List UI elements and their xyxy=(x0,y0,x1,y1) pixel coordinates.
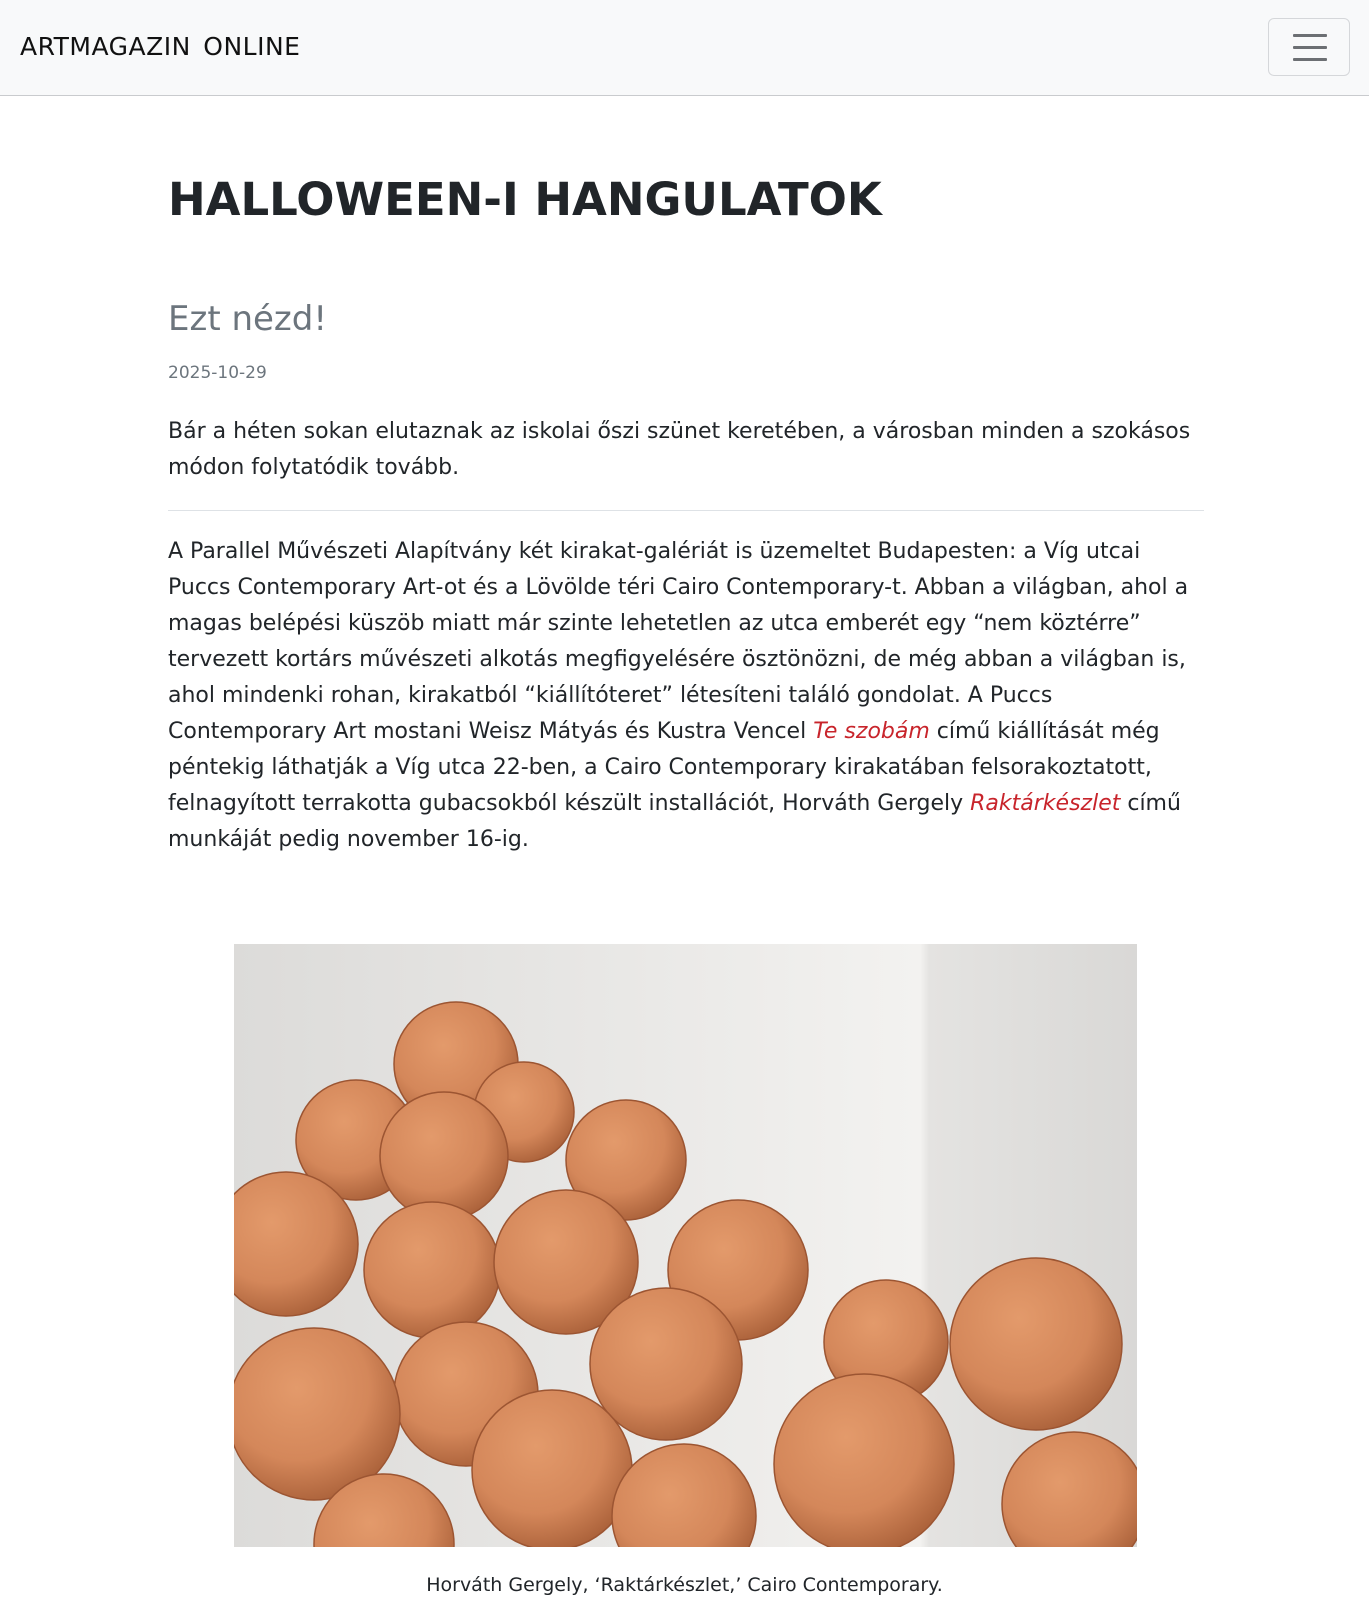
article-body xyxy=(168,534,1204,858)
article-title: HALLOWEEN-I HANGULATOK xyxy=(168,173,882,226)
body-text-1: A Parallel Művészeti Alapítvány két kirakat-galériát is üzemeltet Budapesten: a Víg utcai Puccs Contemporary Art-ot és a Lövölde téri Cairo Contemporary-t. Abban a világban, ahol a magas belépési küszöb miatt már szinte lehetetlen az utca emberét egy “nem köztérre” tervezett kortárs művészeti alkotás megfigyelésére ösztönözni, de még abban a világban is, ahol mindenki rohan, kirakatból “kiállítóteret” létesíteni találó gondolat. A Puccs Contemporary Art mostani Weisz Mátyás és Kustra Vencel xyxy=(168,539,1189,744)
article-photo xyxy=(234,944,1137,1547)
body-text-2: című kiállítását még péntekig láthatják a Víg utca 22-ben, a Cairo Contemporary kirakatában felsorakoztatott, felnagyított terrakotta gubacsokból készült installációt, Horváth Gergely xyxy=(168,719,1160,816)
link-te-szobam[interactable]: Te szobám xyxy=(813,719,930,744)
link-raktarkeszlet[interactable]: Raktárkészlet xyxy=(970,791,1121,816)
terracotta-installation-photo xyxy=(234,944,1137,1547)
divider xyxy=(168,510,1204,511)
article-lead: Bár a héten sokan elutaznak az iskolai őszi szünet keretében, a városban minden a szokásos módon folytatódik tovább. xyxy=(168,419,1191,480)
body-text-3: című munkáját pedig november 16-ig. xyxy=(168,791,1181,852)
brand-logo-link[interactable]: ARTMAGAZIN ONLINE xyxy=(20,32,301,61)
article-kicker: Ezt nézd! xyxy=(168,299,327,339)
navbar xyxy=(0,0,1369,96)
figure-caption: Horváth Gergely, ‘Raktárkészlet,’ Cairo Contemporary. xyxy=(426,1574,943,1596)
navbar-toggle-button[interactable] xyxy=(1268,18,1350,76)
article-date: 2025-10-29 xyxy=(168,363,267,383)
